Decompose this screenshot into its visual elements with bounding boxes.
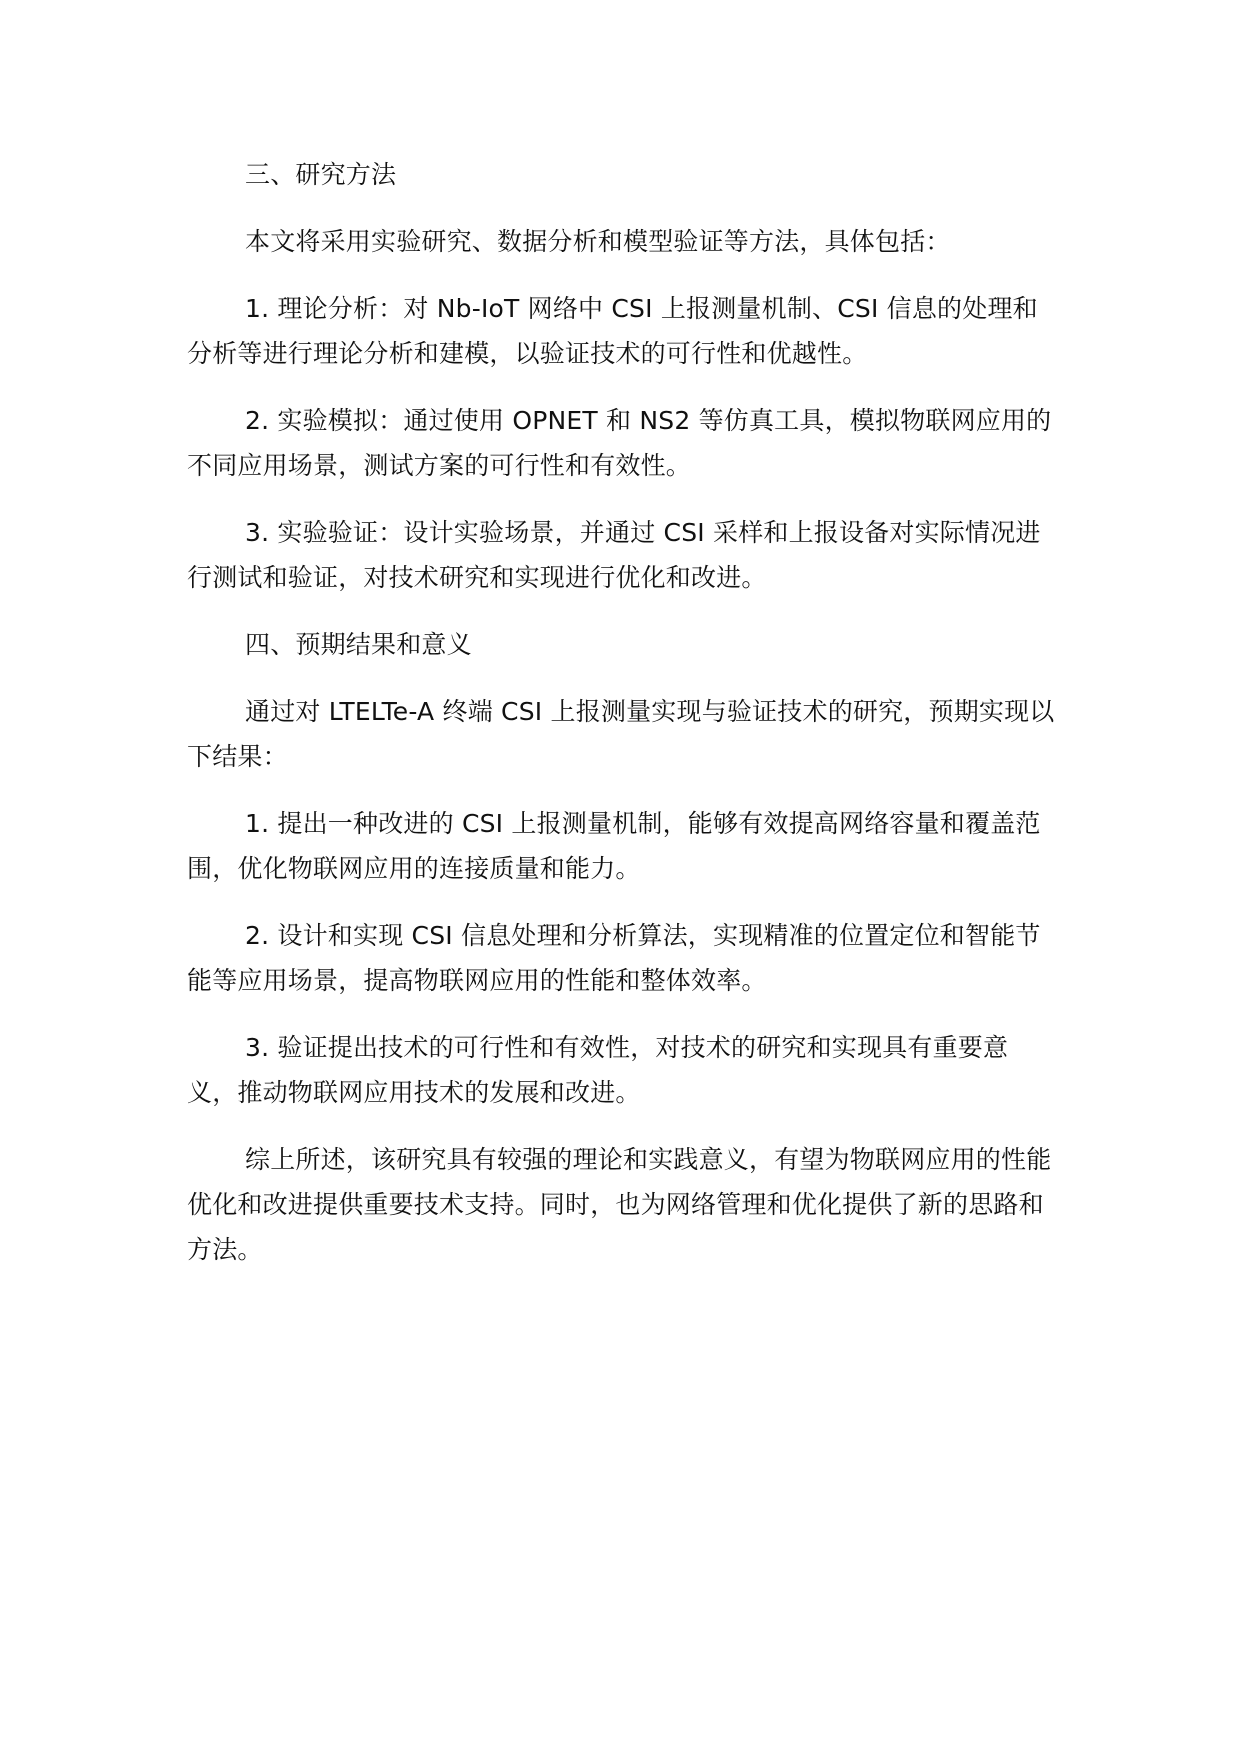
section-heading-research-methods: 三、研究方法 <box>245 160 397 189</box>
research-methods-intro: 本文将采用实验研究、数据分析和模型验证等方法，具体包括： <box>245 227 951 256</box>
conclusion-paragraph: 综上所述，该研究具有较强的理论和实践意义，有望为物联网应用的性能优化和改进提供重要技术支持。同时，也为网络管理和优化提供了新的思路和方法。 <box>187 1145 1052 1264</box>
method-item-experiment-simulation: 2. 实验模拟：通过使用 OPNET 和 NS2 等仿真工具，模拟物联网应用的不同应用场景，测试方案的可行性和有效性。 <box>187 406 1052 480</box>
result-item-validation-significance: 3. 验证提出技术的可行性和有效性，对技术的研究和实现具有重要意义，推动物联网应用技术的发展和改进。 <box>187 1033 1009 1107</box>
method-item-theory-analysis: 1. 理论分析：对 Nb-IoT 网络中 CSI 上报测量机制、CSI 信息的处理和分析等进行理论分析和建模，以验证技术的可行性和优越性。 <box>187 294 1038 368</box>
result-item-improved-mechanism: 1. 提出一种改进的 CSI 上报测量机制，能够有效提高网络容量和覆盖范围，优化物联网应用的连接质量和能力。 <box>187 809 1041 883</box>
document-body <box>187 152 1055 1294</box>
expected-results-intro: 通过对 LTELTe-A 终端 CSI 上报测量实现与验证技术的研究，预期实现以下结果： <box>187 697 1055 771</box>
result-item-processing-algorithm: 2. 设计和实现 CSI 信息处理和分析算法，实现精准的位置定位和智能节能等应用场景，提高物联网应用的性能和整体效率。 <box>187 921 1041 995</box>
method-item-experiment-validation: 3. 实验验证：设计实验场景，并通过 CSI 采样和上报设备对实际情况进行测试和验证，对技术研究和实现进行优化和改进。 <box>187 518 1041 592</box>
section-heading-expected-results: 四、预期结果和意义 <box>245 630 472 659</box>
